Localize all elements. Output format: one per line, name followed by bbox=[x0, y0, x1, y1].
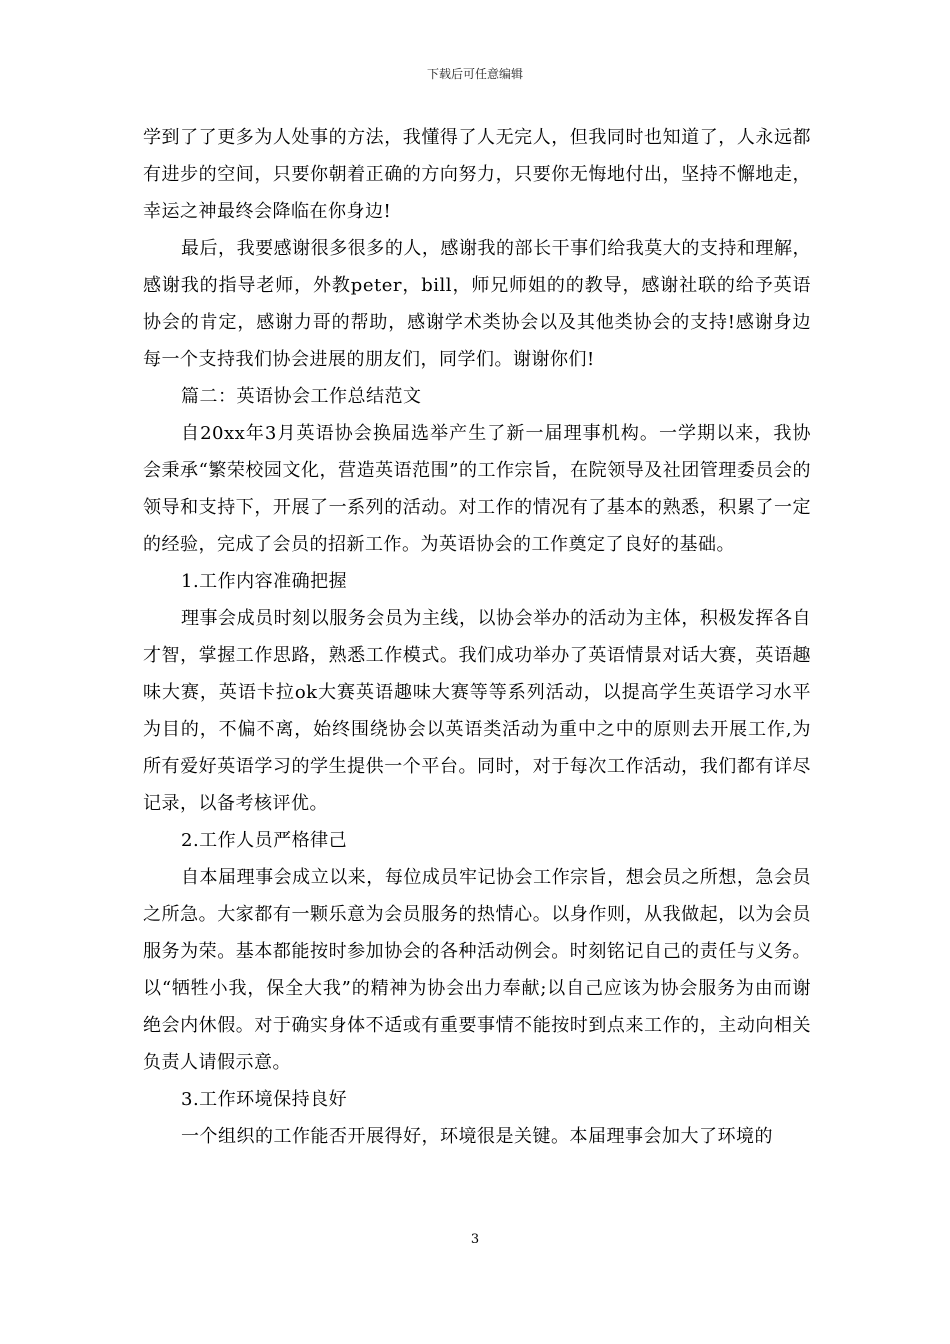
subheading-2: 2.工作人员严格律己 bbox=[181, 830, 348, 851]
subheading-3: 3.工作环境保持良好 bbox=[181, 1089, 348, 1110]
page-number: 3 bbox=[470, 1232, 480, 1247]
paragraph-continuation: 学到了了更多为人处事的方法，我懂得了人无完人，但我同时也知道了，人永远都有进步的空间，只要你朝着正确的方向努力，只要你无悔地付出，坚持不懈地走，幸运之神最终会降临在你身边! bbox=[143, 127, 811, 222]
document-body bbox=[143, 119, 811, 1155]
subheading-1: 1.工作内容准确把握 bbox=[181, 571, 348, 592]
paragraph-intro: 自20xx年3月英语协会换届选举产生了新一届理事机构。一学期以来，我协会秉承“繁荣校园文化，营造英语范围”的工作宗旨，在院领导及社团管理委员会的领导和支持下，开展了一系列的活动。对工作的情况有了基本的熟悉，积累了一定的经验，完成了会员的招新工作。为英语协会的工作奠定了良好的基础。 bbox=[143, 423, 811, 555]
paragraph-environment: 一个组织的工作能否开展得好，环境很是关键。本届理事会加大了环境的 bbox=[181, 1126, 773, 1147]
section-title: 篇二：英语协会工作总结范文 bbox=[181, 386, 422, 407]
paragraph-staff-discipline: 自本届理事会成立以来，每位成员牢记协会工作宗旨，想会员之所想，急会员之所急。大家都有一颗乐意为会员服务的热情心。以身作则，从我做起，以为会员服务为荣。基本都能按时参加协会的各种活动例会。时刻铭记自己的责任与义务。以“牺牲小我，保全大我”的精神为协会出力奉献;以自己应该为协会服务为由而谢绝会内休假。对于确实身体不适或有重要事情不能按时到点来工作的，主动向相关负责人请假示意。 bbox=[143, 867, 811, 1073]
page-header: 下载后可任意编辑 bbox=[426, 67, 523, 81]
paragraph-acknowledgements: 最后，我要感谢很多很多的人，感谢我的部长干事们给我莫大的支持和理解，感谢我的指导老师，外教peter，bill，师兄师姐的的教导，感谢社联的给予英语协会的肯定，感谢力哥的帮助，感谢学术类协会以及其他类协会的支持!感谢身边每一个支持我们协会进展的朋友们，同学们。谢谢你们! bbox=[143, 238, 811, 370]
paragraph-work-content: 理事会成员时刻以服务会员为主线，以协会举办的活动为主体，积极发挥各自才智，掌握工作思路，熟悉工作模式。我们成功举办了英语情景对话大赛，英语趣味大赛，英语卡拉ok大赛英语趣味大赛等等系列活动，以提高学生英语学习水平为目的，不偏不离，始终围绕协会以英语类活动为重中之中的原则去开展工作,为所有爱好英语学习的学生提供一个平台。同时，对于每次工作活动，我们都有详尽记录，以备考核评优。 bbox=[143, 608, 811, 814]
